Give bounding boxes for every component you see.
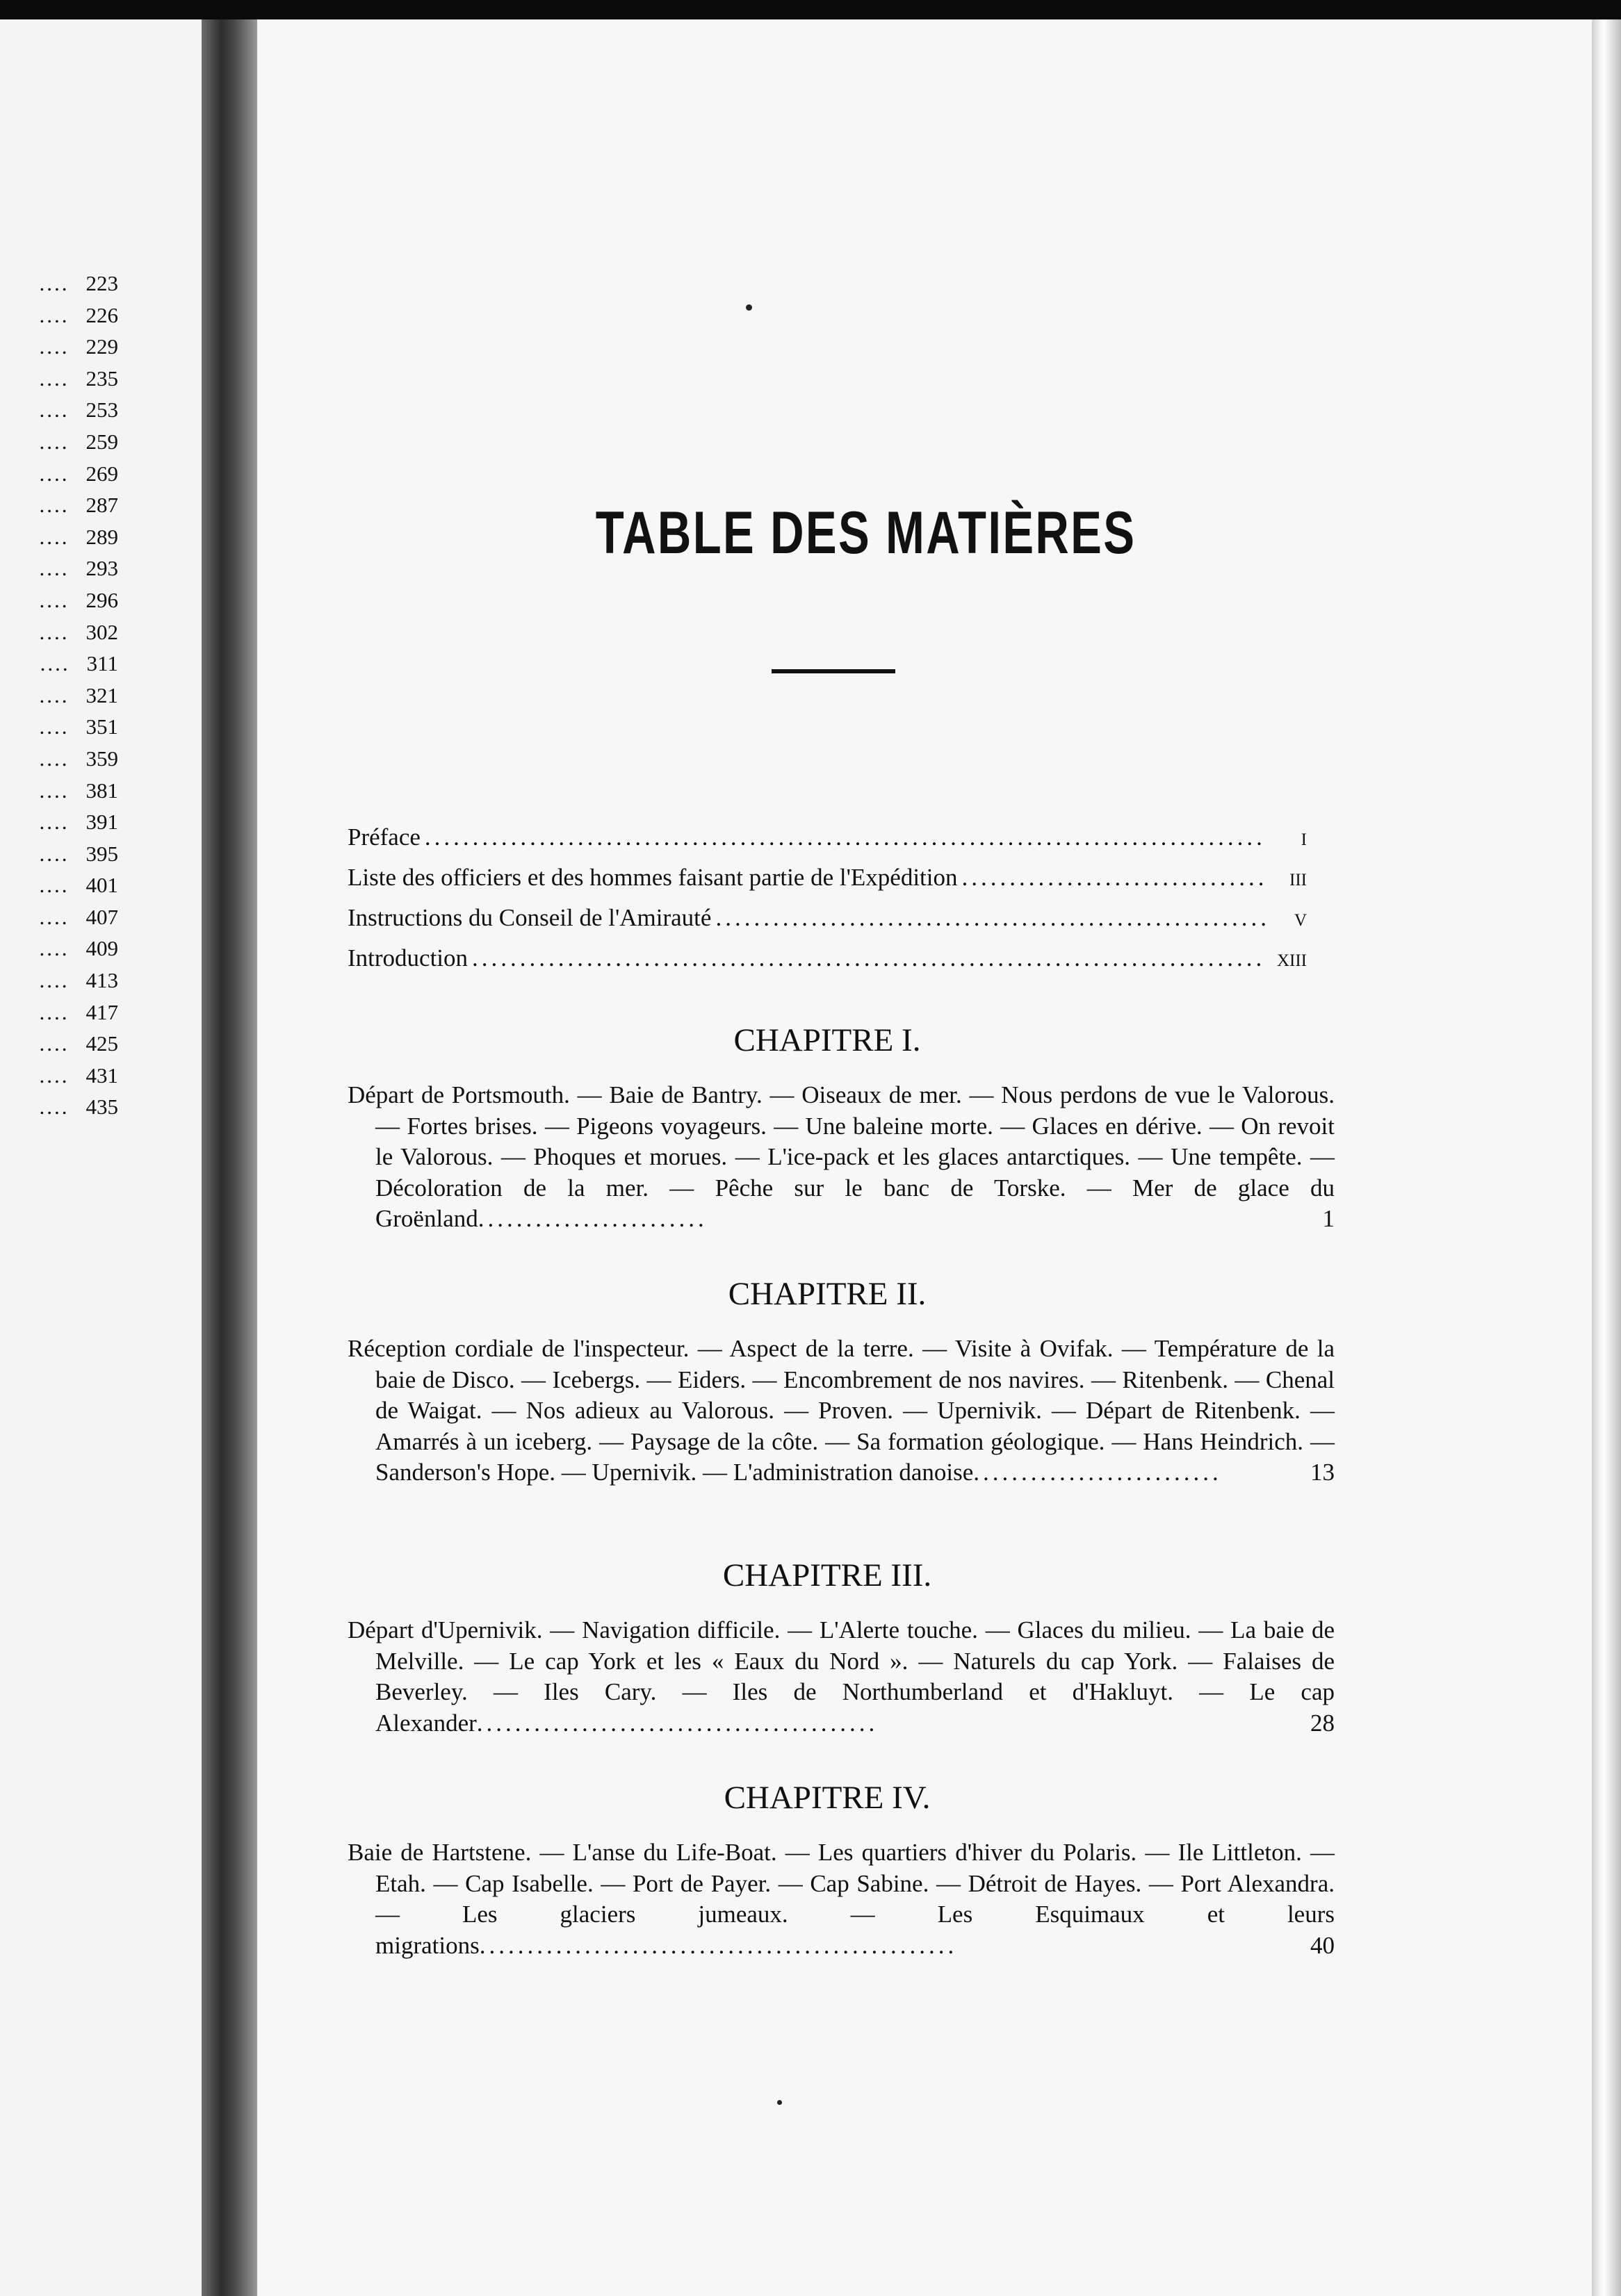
previous-page-number: .... 417 (39, 999, 118, 1024)
toc-entry-label: Préface (348, 823, 421, 851)
chapter-summary: Départ de Portsmouth. — Baie de Bantry. — Oiseaux de mer. — Nous perdons de vue le Valorous. — Fortes brises. — Pigeons voyageurs. — Une baleine morte. — Glaces en dérive. — On revoit le Valorous. — Phoques et morues. — L'ice-pack et les glaces antarctiques. — Une tempête. — Décoloration de la mer. — Pêche sur le banc de Torske. — Mer de glace du Groënland........................ 1 (348, 1080, 1335, 1235)
chapter-section (348, 1275, 1335, 1489)
previous-page-number: .... 381 (39, 778, 118, 803)
toc-entry-label: Liste des officiers et des hommes faisant partie de l'Expédition (348, 864, 958, 891)
toc-entry (348, 823, 1307, 864)
dot-leader (468, 944, 1265, 972)
chapter-title: CHAPITRE II. (728, 1276, 927, 1312)
previous-page-number: .... 401 (39, 873, 118, 898)
chapter-summary: Réception cordiale de l'inspecteur. — Aspect de la terre. — Visite à Ovifak. — Température de la baie de Disco. — Icebergs. — Eiders. — Encombrement de nos navires. — Ritenbenk. — Chenal de Waigat. — Nos adieux au Valorous. — Proven. — Upernivik. — Départ de Ritenbenk. — Amarrés à un iceberg. — Paysage de la côte. — Sa formation géologique. — Hans Heindrich. — Sanderson's Hope. — Upernivik. — L'administration danoise.......................... 13 (348, 1334, 1335, 1489)
page-edge (1592, 19, 1621, 2296)
toc-entry-label: Introduction (348, 944, 469, 971)
previous-page-number: .... 311 (40, 651, 118, 676)
ink-speck (777, 2100, 782, 2105)
previous-page-number-column (0, 268, 118, 1123)
chapter-page: 28 (1310, 1709, 1335, 1737)
previous-page-number: .... 413 (39, 968, 118, 993)
chapter-title: CHAPITRE I. (733, 1022, 921, 1058)
chapter-summary-text: Départ de Portsmouth. — Baie de Bantry. — Oiseaux de mer. — Nous perdons de vue le Valorous. — Fortes brises. — Pigeons voyageurs. — Une baleine morte. — Glaces en dérive. — On revoit le Valorous. — Phoques et morues. — L'ice-pack et les glaces antarctiques. — Une tempête. — Décoloration de la mer. — Pêche sur le banc de Torske. — Mer de glace du Groënland (348, 1081, 1335, 1232)
previous-page-number: .... 302 (39, 619, 118, 644)
previous-page-number: .... 431 (39, 1063, 118, 1088)
chapter-section (348, 1779, 1335, 1961)
front-matter-list (348, 823, 1307, 985)
previous-page-number: .... 391 (39, 810, 118, 835)
chapter-page: 13 (1310, 1459, 1335, 1486)
previous-page-number: .... 425 (39, 1031, 118, 1056)
previous-page-number: .... 395 (39, 841, 118, 866)
chapter-page: 40 (1310, 1931, 1335, 1959)
previous-page-number: .... 359 (39, 746, 118, 771)
chapter-section (348, 1557, 1335, 1739)
dot-leader (958, 864, 1266, 892)
toc-entry-label: Instructions du Conseil de l'Amirauté (348, 904, 712, 931)
previous-page-number: .... 293 (39, 556, 118, 581)
chapter-summary: Départ d'Upernivik. — Navigation difficile. — L'Alerte touche. — Glaces du milieu. — La baie de Melville. — Le cap York et les « Eaux du Nord ». — Naturels du cap York. — Falaises de Beverley. — Iles Cary. — Iles de Northumberland et d'Hakluyt. — Le cap Alexander.......................................... 28 (348, 1615, 1335, 1739)
toc-entry (348, 904, 1307, 944)
previous-page-number: .... 253 (39, 397, 118, 423)
chapter-summary-text: Départ d'Upernivik. — Navigation difficile. — L'Alerte touche. — Glaces du milieu. — La baie de Melville. — Le cap York et les « Eaux du Nord ». — Naturels du cap York. — Falaises de Beverley. — Iles Cary. — Iles de Northumberland et d'Hakluyt. — Le cap Alexander (348, 1616, 1335, 1737)
chapter-summary-text: Baie de Hartstene. — L'anse du Life-Boat. — Les quartiers d'hiver du Polaris. — Ile Littleton. — Etah. — Cap Isabelle. — Port de Payer. — Cap Sabine. — Détroit de Hayes. — Port Alexandra. — Les glaciers jumeaux. — Les Esquimaux et leurs migrations (348, 1839, 1335, 1959)
book-gutter (202, 19, 257, 2296)
ink-speck (746, 304, 752, 311)
toc-entry-page: i (1301, 823, 1307, 851)
scan-top-border (0, 0, 1621, 19)
chapter-title: CHAPITRE IV. (724, 1780, 931, 1816)
page-title: TABLE DES MATIÈRES (595, 500, 1137, 566)
previous-page-number: .... 223 (39, 271, 118, 295)
toc-entry-page: v (1294, 904, 1307, 931)
previous-page-number: .... 351 (39, 714, 118, 739)
chapter-summary: Baie de Hartstene. — L'anse du Life-Boat. — Les quartiers d'hiver du Polaris. — Ile Littleton. — Etah. — Cap Isabelle. — Port de Payer. — Cap Sabine. — Détroit de Hayes. — Port Alexandra. — Les glaciers jumeaux. — Les Esquimaux et leurs migrations.................................................. 40 (348, 1837, 1335, 1961)
previous-page-number: .... 407 (39, 904, 118, 929)
chapter-section (348, 1022, 1335, 1235)
chapter-title: CHAPITRE III. (722, 1557, 932, 1593)
dot-leader (421, 823, 1265, 851)
toc-entry (348, 864, 1307, 904)
toc-entry-page: iii (1289, 864, 1307, 891)
previous-page-number: .... 259 (39, 429, 118, 454)
toc-entry (348, 944, 1307, 985)
previous-page-number: .... 226 (39, 302, 118, 327)
previous-page-number: .... 229 (39, 334, 118, 359)
previous-page-number: .... 289 (39, 524, 118, 549)
previous-page-number: .... 269 (39, 461, 118, 486)
toc-entry-page: xiii (1276, 944, 1307, 971)
chapter-summary-text: Réception cordiale de l'inspecteur. — Aspect de la terre. — Visite à Ovifak. — Température de la baie de Disco. — Icebergs. — Eiders. — Encombrement de nos navires. — Ritenbenk. — Chenal de Waigat. — Nos adieux au Valorous. — Proven. — Upernivik. — Départ de Ritenbenk. — Amarrés à un iceberg. — Paysage de la côte. — Sa formation géologique. — Hans Heindrich. — Sanderson's Hope. — Upernivik. — L'administration danoise (348, 1335, 1335, 1486)
chapter-page: 1 (1322, 1205, 1335, 1232)
previous-page-number: .... 435 (39, 1094, 118, 1120)
previous-page-number: .... 409 (39, 936, 118, 961)
previous-page-number: .... 235 (39, 366, 118, 391)
previous-page-number: .... 287 (39, 493, 118, 518)
title-rule (772, 669, 895, 673)
dot-leader (711, 904, 1265, 932)
previous-page-number: .... 296 (39, 587, 118, 612)
previous-page-number: .... 321 (39, 682, 118, 707)
